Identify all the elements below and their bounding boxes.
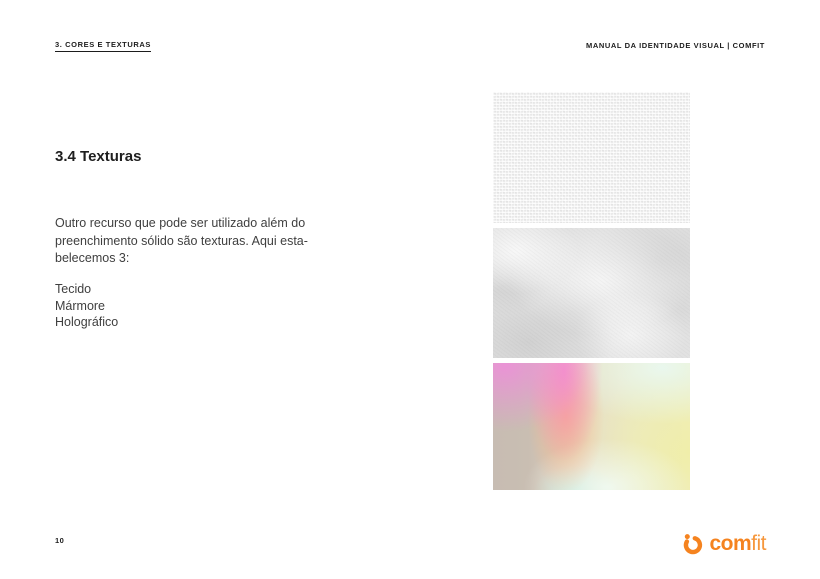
wordmark-com: com: [709, 532, 752, 555]
paragraph-line: belecemos 3:: [55, 251, 130, 265]
texture-list-item-marmore: Mármore: [55, 298, 106, 313]
comfit-smiley-icon: [681, 532, 705, 556]
marmore-texture-swatch: [493, 228, 690, 358]
comfit-logo: [681, 531, 766, 557]
chapter-header: 3. CORES E TEXTURAS: [55, 40, 151, 52]
section-title: 3.4 Texturas: [55, 148, 142, 165]
comfit-wordmark: [709, 532, 766, 556]
paragraph-line: Outro recurso que pode ser utilizado além do: [55, 216, 306, 230]
texture-list: [55, 281, 355, 331]
texture-list-item-holografico: Holográfico: [55, 315, 119, 329]
manual-title-header: MANUAL DA IDENTIDADE VISUAL | COMFIT: [586, 41, 765, 50]
paragraph-line: preenchimento sólido são texturas. Aqui esta-: [55, 233, 308, 248]
texture-list-item-tecido: Tecido: [55, 282, 92, 296]
page-number: 10: [55, 536, 65, 545]
holografico-texture-swatch: [493, 363, 690, 490]
section-paragraph: [55, 215, 355, 268]
tecido-texture-swatch: [493, 92, 690, 223]
wordmark-fit: fit: [751, 532, 766, 555]
